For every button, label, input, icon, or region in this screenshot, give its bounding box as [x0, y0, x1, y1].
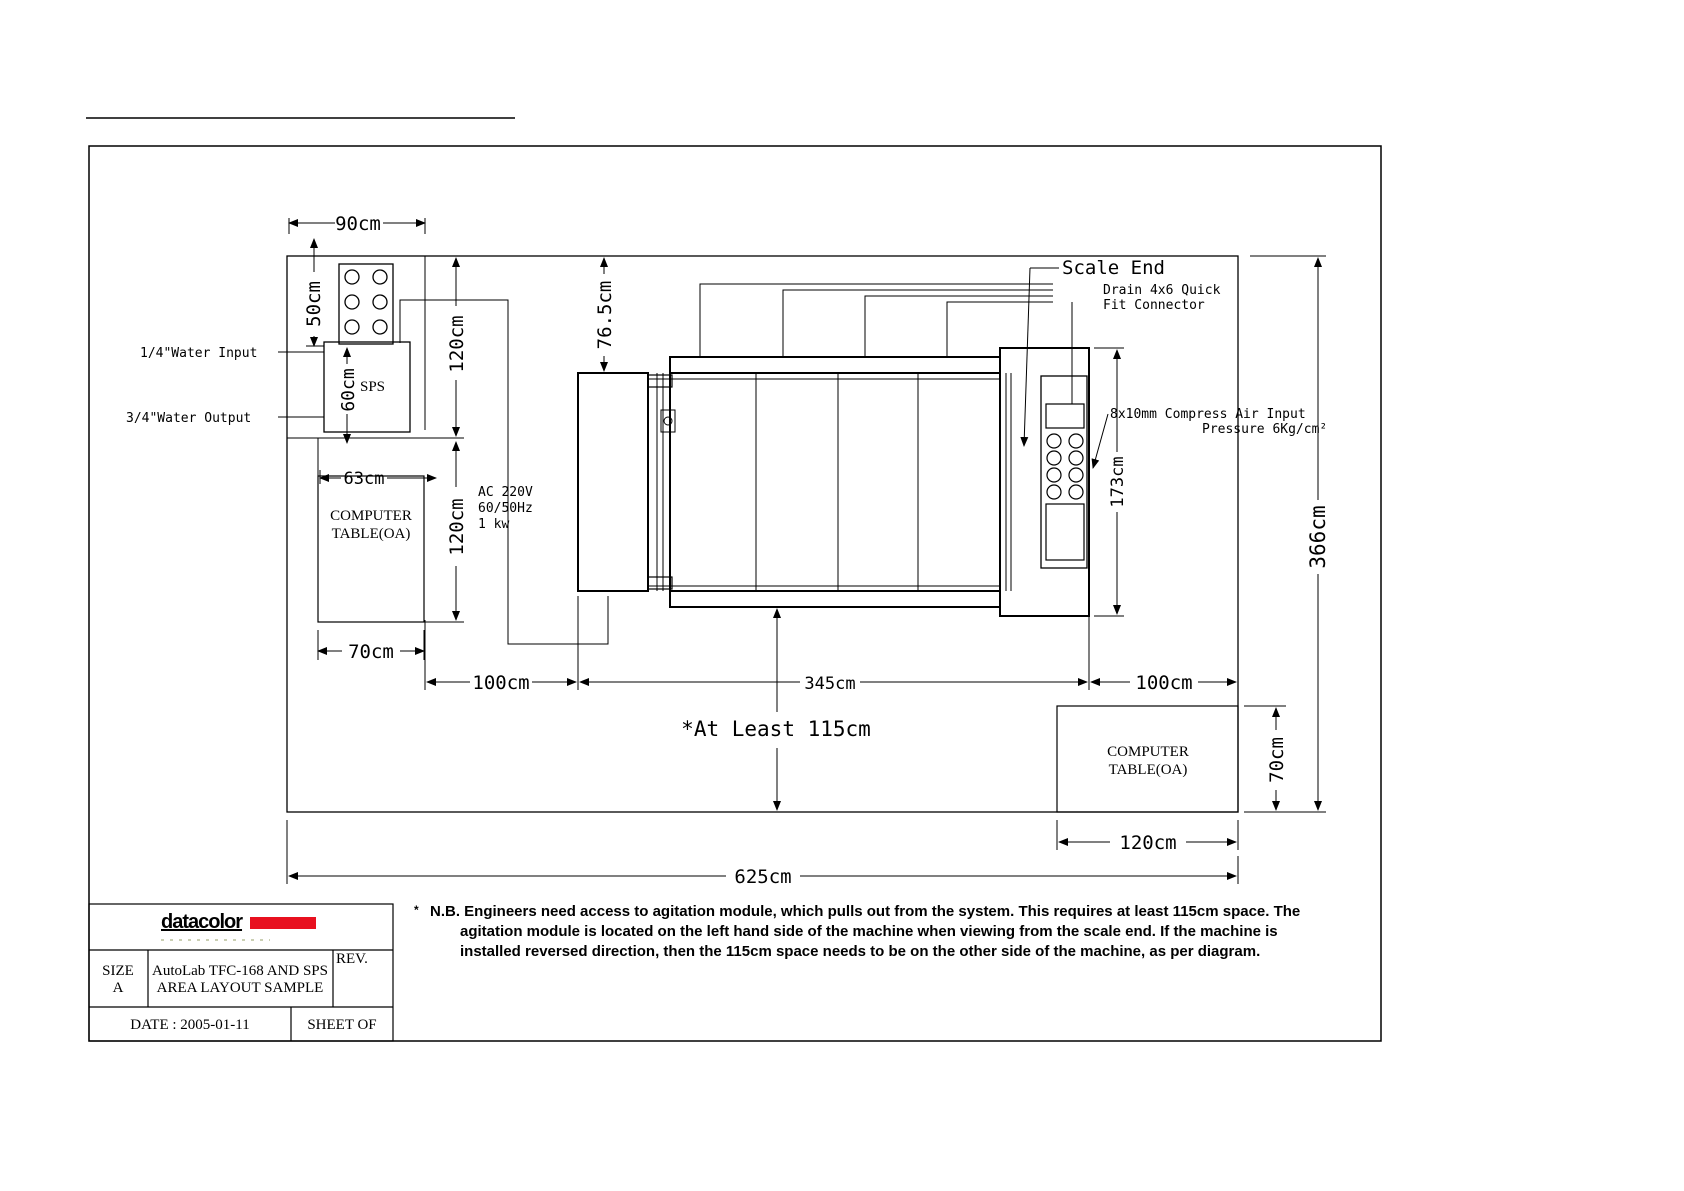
scale-end-label: Scale End	[1062, 257, 1165, 279]
water-output-label: 3/4"Water Output	[126, 411, 252, 426]
power-label-line3: 1 kw	[478, 517, 510, 532]
computer-table-left-line2: TABLE(OA)	[331, 526, 411, 542]
sps-label: SPS	[360, 379, 386, 395]
datacolor-logo	[161, 911, 316, 940]
dim-120cm-lower: 120cm	[446, 498, 468, 556]
air-input-label-line2: Pressure 6Kg/cm²	[1202, 422, 1328, 437]
sps-unit	[324, 264, 410, 432]
dim-100cm-right: 100cm	[1135, 672, 1193, 694]
drain-label-line1: Drain 4x6 Quick	[1103, 283, 1221, 298]
water-lines	[278, 300, 608, 644]
dim-70cm-left: 70cm	[348, 641, 394, 663]
drawing-title-line1: AutoLab TFC-168 AND SPS	[151, 963, 329, 979]
dimension-lines	[287, 218, 1326, 884]
dim-63cm: 63cm	[343, 469, 385, 489]
computer-table-left	[318, 476, 424, 622]
computer-table-right-line1: COMPUTER	[1107, 744, 1189, 760]
dim-345cm: 345cm	[804, 674, 856, 694]
rev-label: REV.	[336, 951, 368, 967]
computer-table-left-line1: COMPUTER	[330, 508, 412, 524]
air-input-label-line1: 8x10mm Compress Air Input	[1110, 407, 1306, 422]
drawing-title-line2: AREA LAYOUT SAMPLE	[156, 980, 324, 996]
at-least-115cm-label: *At Least 115cm	[681, 717, 871, 741]
note-line-3: installed reversed direction, then the 115cm space needs to be on the other side of the machine, as per diagram.	[460, 943, 1261, 960]
dim-120cm-upper: 120cm	[446, 315, 468, 373]
dim-366cm: 366cm	[1306, 505, 1330, 569]
power-label-line2: 60/50Hz	[478, 501, 533, 516]
size-label: SIZE	[102, 963, 134, 979]
autolab-machine	[578, 348, 1089, 616]
sheet-label: SHEET OF	[307, 1017, 377, 1033]
dim-90cm: 90cm	[335, 213, 381, 235]
water-input-label: 1/4"Water Input	[140, 346, 258, 361]
dim-173cm: 173cm	[1108, 456, 1128, 508]
dim-70cm-right: 70cm	[1266, 737, 1288, 783]
power-label-line1: AC 220V	[478, 485, 533, 500]
dim-50cm: 50cm	[303, 281, 325, 327]
datacolor-logo-text: datacolor	[161, 911, 243, 933]
dim-76-5cm: 76.5cm	[594, 280, 616, 350]
dim-60cm: 60cm	[338, 368, 359, 412]
note-marker: *	[414, 903, 419, 917]
dim-100cm-left: 100cm	[472, 672, 530, 694]
dim-625cm: 625cm	[734, 866, 792, 888]
note-line-1: N.B. Engineers need access to agitation module, which pulls out from the system. This requires at least 115cm space. The	[430, 903, 1301, 920]
size-value: A	[112, 980, 124, 996]
drain-leaders	[700, 268, 1108, 468]
computer-table-right-line2: TABLE(OA)	[1108, 762, 1188, 778]
note-line-2: agitation module is located on the left hand side of the machine when viewing from the scale end. If the machine is	[460, 923, 1278, 940]
datacolor-logo-bar	[250, 917, 316, 929]
dim-120cm-bottom: 120cm	[1119, 832, 1177, 854]
date-label: DATE : 2005-01-11	[130, 1017, 250, 1033]
drain-label-line2: Fit Connector	[1103, 298, 1205, 313]
engineer-access-note	[414, 902, 1348, 962]
